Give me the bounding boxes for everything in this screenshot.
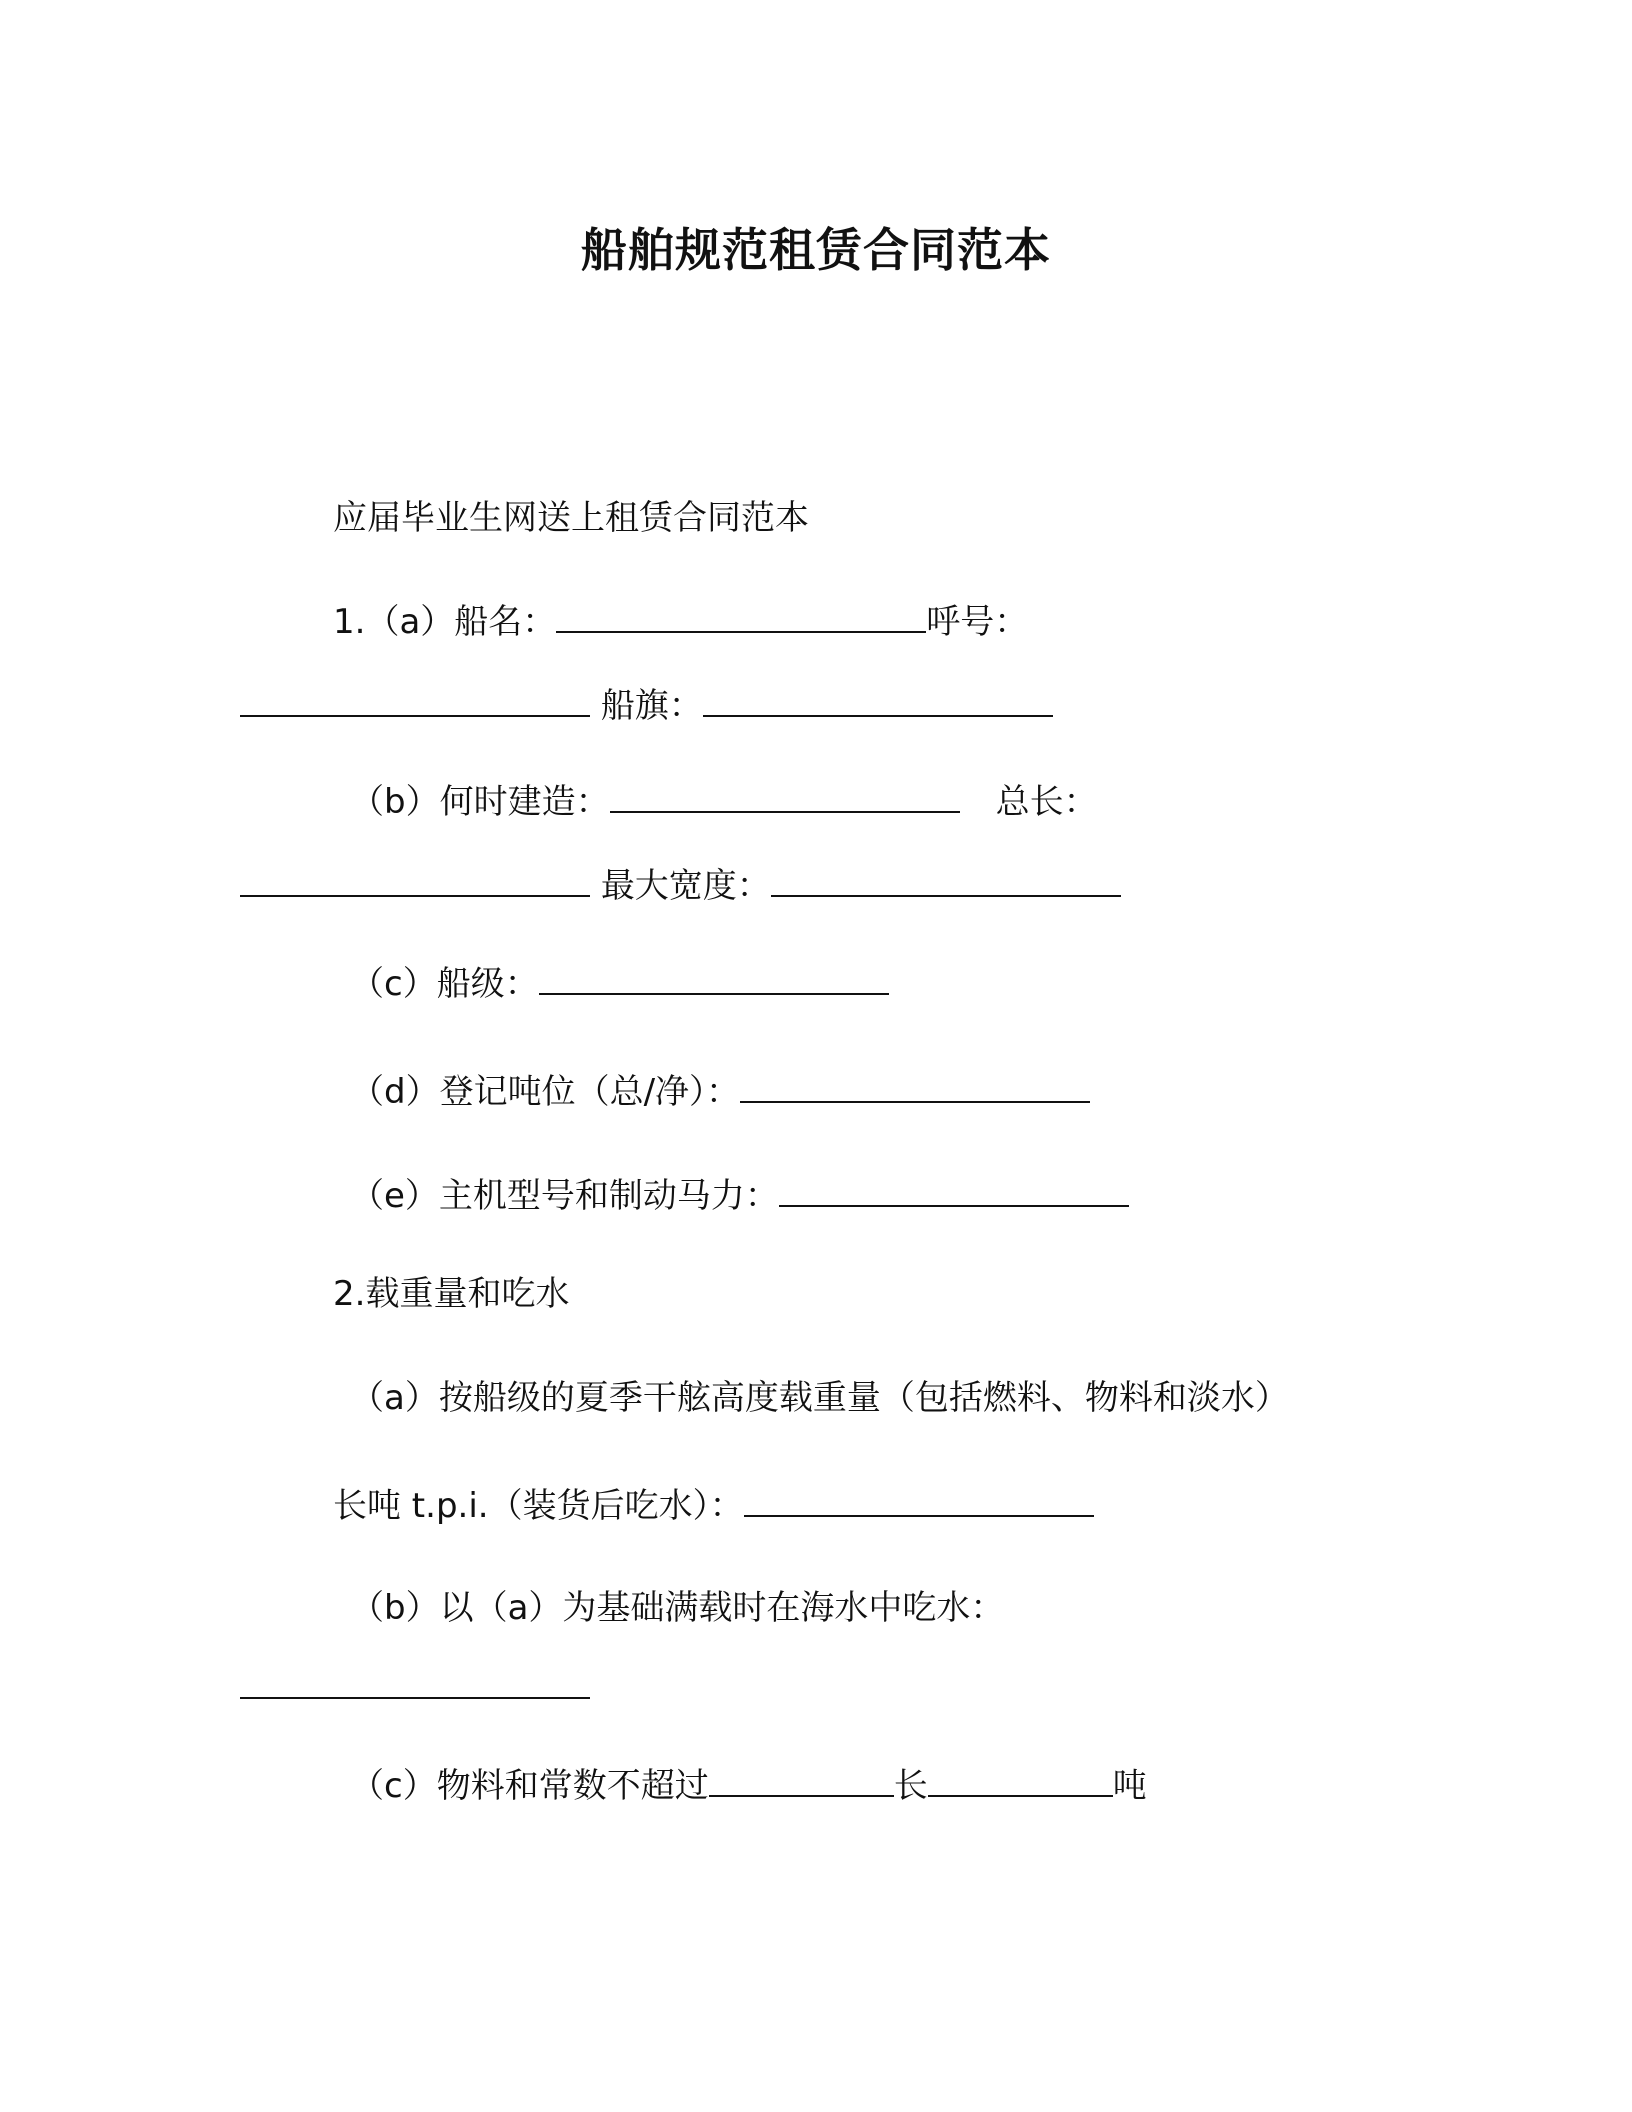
stores-constants-label: （c）物料和常数不超过	[350, 1766, 709, 1806]
seawater-draft-text: （b）以（a）为基础满载时在海水中吃水：	[350, 1588, 1005, 1628]
seawater-draft-field[interactable]	[240, 1667, 590, 1699]
ship-name-label: 1.（a）船名：	[333, 602, 557, 642]
main-engine-label: （e）主机型号和制动马力：	[350, 1176, 779, 1216]
registered-tonnage-label: （d）登记吨位（总/净）：	[350, 1072, 741, 1112]
build-date-field[interactable]	[610, 781, 960, 813]
stores-constants-field-1[interactable]	[709, 1765, 894, 1797]
ship-name-field[interactable]	[556, 601, 926, 633]
document-subtitle: 应届毕业生网送上租赁合同范本	[333, 498, 809, 538]
build-date-label: （b）何时建造：	[350, 782, 610, 822]
section-2-heading: 2.载重量和吃水	[333, 1274, 570, 1314]
tpi-label: 长吨 t.p.i.（装货后吃水）：	[333, 1486, 744, 1526]
seawater-draft-line	[240, 1666, 590, 1710]
max-breadth-field[interactable]	[771, 865, 1121, 897]
ton-label: 吨	[1112, 1766, 1147, 1806]
ship-class-field[interactable]	[539, 963, 889, 995]
summer-deadweight-text: （a）按船级的夏季干舷高度载重量（包括燃料、物料和淡水）	[350, 1378, 1289, 1418]
length-overall-field[interactable]	[240, 865, 590, 897]
length-breadth-line	[240, 864, 1121, 908]
ship-name-line	[333, 600, 1028, 644]
tpi-line	[333, 1484, 1094, 1528]
max-breadth-label: 最大宽度：	[600, 866, 771, 906]
ship-class-label: （c）船级：	[350, 964, 539, 1004]
long-label: 长	[893, 1766, 928, 1806]
stores-constants-field-2[interactable]	[928, 1765, 1113, 1797]
stores-constants-line	[350, 1764, 1147, 1808]
document-title: 船舶规范租赁合同范本	[581, 223, 1051, 277]
call-sign-flag-line	[240, 684, 1053, 728]
call-sign-field[interactable]	[240, 685, 590, 717]
length-overall-label: 总长：	[995, 782, 1098, 822]
flag-field[interactable]	[703, 685, 1053, 717]
registered-tonnage-line	[350, 1070, 1090, 1114]
main-engine-field[interactable]	[779, 1175, 1129, 1207]
flag-label: 船旗：	[600, 686, 703, 726]
tpi-field[interactable]	[744, 1485, 1094, 1517]
registered-tonnage-field[interactable]	[740, 1071, 1090, 1103]
call-sign-label: 呼号：	[926, 602, 1029, 642]
build-date-line	[350, 780, 1098, 824]
ship-class-line	[350, 962, 889, 1006]
main-engine-line	[350, 1174, 1129, 1218]
